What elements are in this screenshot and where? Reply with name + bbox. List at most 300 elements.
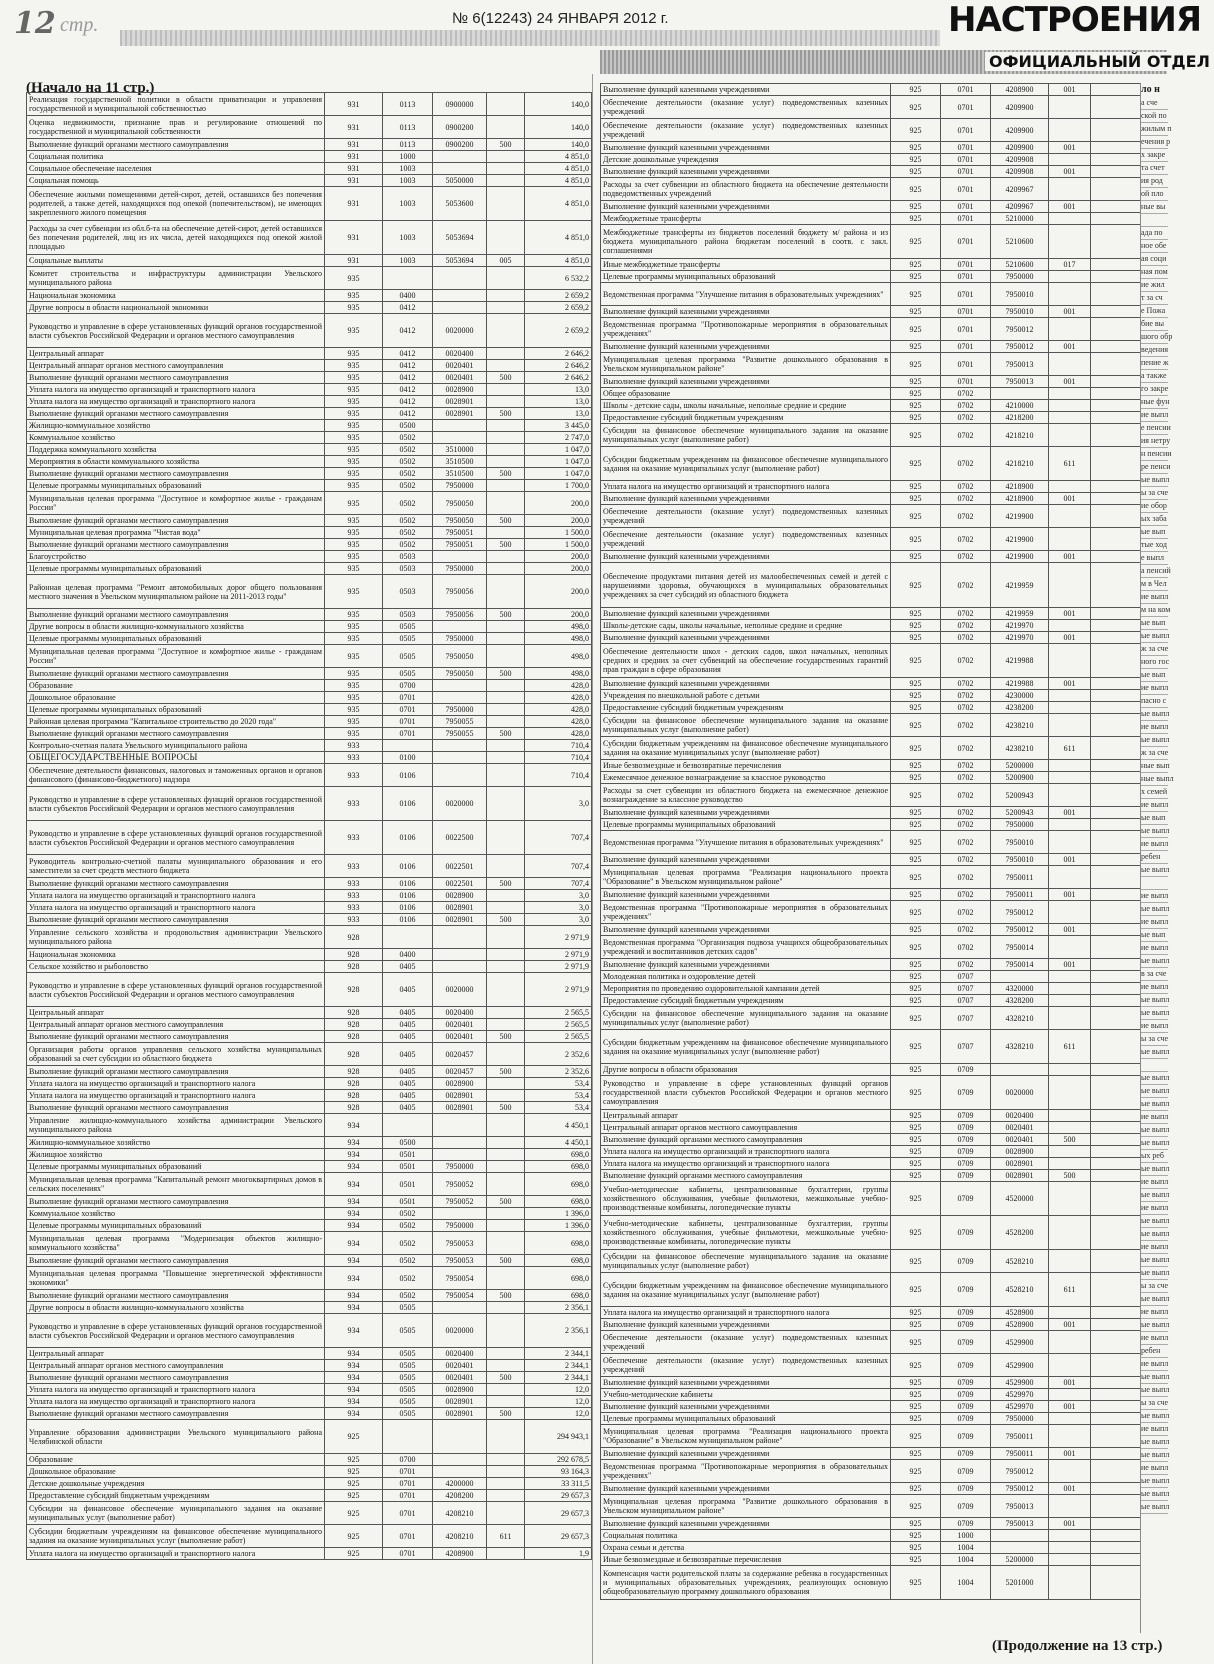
table-row xyxy=(27,787,592,821)
row-vr xyxy=(1049,1566,1091,1600)
row-name: Обеспечение деятельности (оказание услуг) подведомственных казенных учреждений xyxy=(601,96,891,119)
row-name: Целевые программы муниципальных образований xyxy=(27,563,325,575)
row-vr xyxy=(1049,1425,1091,1448)
row-rz: 1004 xyxy=(941,1542,991,1554)
table-row xyxy=(601,528,1141,551)
table-row xyxy=(601,96,1141,119)
row-vr xyxy=(487,1396,525,1408)
row-vr: 001 xyxy=(1049,959,1091,971)
row-amount xyxy=(1091,1307,1141,1319)
row-gr: 925 xyxy=(891,376,941,388)
row-gr: 925 xyxy=(891,1158,941,1170)
row-amount xyxy=(1091,201,1141,213)
row-rz: 0702 xyxy=(941,901,991,924)
table-row xyxy=(27,633,592,645)
row-gr: 925 xyxy=(891,201,941,213)
row-amount xyxy=(1091,1483,1141,1495)
row-gr: 925 xyxy=(891,644,941,678)
row-cs: 0022501 xyxy=(433,878,487,890)
table-row xyxy=(27,1408,592,1420)
row-name: Руководство и управление в сфере установленных функций органов государственной власти субъектов Российской Федерации и органов местного самоуправления xyxy=(601,1076,891,1110)
row-rz: 0502 xyxy=(383,527,433,539)
row-amount xyxy=(1091,388,1141,400)
table-row xyxy=(27,1173,592,1196)
table-row xyxy=(601,1007,1141,1030)
row-name: Центральный аппарат органов местного самоуправления xyxy=(27,360,325,372)
table-row xyxy=(27,432,592,444)
row-rz: 0702 xyxy=(941,632,991,644)
row-cs: 4238200 xyxy=(991,702,1049,714)
row-vr xyxy=(487,1490,525,1502)
row-gr: 925 xyxy=(891,447,941,481)
row-vr xyxy=(487,480,525,492)
row-cs xyxy=(433,302,487,314)
row-amount: 698,0 xyxy=(525,1255,592,1267)
row-amount: 710,4 xyxy=(525,740,592,752)
edge-fragment: ные выпл xyxy=(1141,773,1168,786)
row-cs: 4328210 xyxy=(991,1030,1049,1064)
row-gr: 925 xyxy=(891,341,941,353)
row-amount xyxy=(1091,644,1141,678)
row-vr: 001 xyxy=(1049,201,1091,213)
row-name: Выполнение функций органами местного самоуправления xyxy=(27,878,325,890)
row-gr: 925 xyxy=(891,1076,941,1110)
row-cs: 7950012 xyxy=(991,901,1049,924)
row-gr: 925 xyxy=(891,632,941,644)
row-name: Выполнение функций казенными учреждениями xyxy=(601,1319,891,1331)
row-amount: 428,0 xyxy=(525,692,592,704)
row-rz: 0709 xyxy=(941,1389,991,1401)
row-vr xyxy=(1049,388,1091,400)
row-cs: 0020401 xyxy=(433,360,487,372)
row-amount: 2 971,9 xyxy=(525,926,592,949)
row-vr xyxy=(1049,901,1091,924)
row-vr xyxy=(487,949,525,961)
row-name: Предоставление субсидий бюджетным учреждениям xyxy=(601,995,891,1007)
row-rz: 0700 xyxy=(383,680,433,692)
row-rz: 0709 xyxy=(941,1460,991,1483)
row-gr: 925 xyxy=(891,1146,941,1158)
row-name: Жилищно-коммунальное хозяйство xyxy=(27,420,325,432)
row-vr xyxy=(487,1007,525,1019)
row-name: Выполнение функций казенными учреждениями xyxy=(601,1377,891,1389)
row-vr: 001 xyxy=(1049,493,1091,505)
row-vr xyxy=(1049,1354,1091,1377)
edge-fragment: шого обр xyxy=(1141,331,1168,344)
row-amount: 4 851,0 xyxy=(525,255,592,267)
table-row xyxy=(601,447,1141,481)
edge-fragment: м в Чел xyxy=(1141,578,1168,591)
row-name: Социальная политика xyxy=(601,1530,891,1542)
edge-fragment: е пенсии xyxy=(1141,422,1168,435)
row-amount: 4 851,0 xyxy=(525,175,592,187)
row-cs: 0028901 xyxy=(991,1170,1049,1182)
row-vr xyxy=(1049,702,1091,714)
row-amount: 4 851,0 xyxy=(525,151,592,163)
row-amount xyxy=(1091,318,1141,341)
row-amount: 12,0 xyxy=(525,1396,592,1408)
row-cs: 5053694 xyxy=(433,255,487,267)
row-gr: 934 xyxy=(325,1396,383,1408)
row-rz: 0505 xyxy=(383,1408,433,1420)
row-cs xyxy=(433,692,487,704)
row-cs: 4528900 xyxy=(991,1319,1049,1331)
table-row xyxy=(601,1076,1141,1110)
row-amount xyxy=(1091,1460,1141,1483)
row-vr xyxy=(487,1267,525,1290)
row-vr: 500 xyxy=(487,728,525,740)
row-name: Руководство и управление в сфере установленных функций органов государственной власти субъектов Российской Федерации и органов местного самоуправления xyxy=(27,314,325,348)
table-row xyxy=(601,1413,1141,1425)
table-row xyxy=(27,151,592,163)
row-vr: 500 xyxy=(1049,1134,1091,1146)
row-name: Учебно-методические кабинеты, централизованные бухгалтерии, группы хозяйственного обслуживания, учебные фильмотеки, межшкольные учебно-производственные комбинаты, логопедические пункты xyxy=(601,1182,891,1216)
row-vr xyxy=(1049,784,1091,807)
row-rz: 0709 xyxy=(941,1216,991,1250)
table-row xyxy=(601,1354,1141,1377)
row-rz: 1003 xyxy=(383,163,433,175)
continued-to-note: (Продолжение на 13 стр.) xyxy=(992,1638,1163,1654)
table-row xyxy=(27,163,592,175)
row-name: Выполнение функций казенными учреждениями xyxy=(601,678,891,690)
row-name: Уплата налога на имущество организаций и транспортного налога xyxy=(601,1146,891,1158)
table-row xyxy=(601,225,1141,259)
row-amount: 2 659,2 xyxy=(525,302,592,314)
row-cs: 0028901 xyxy=(433,408,487,420)
row-gr: 925 xyxy=(891,608,941,620)
row-name: Субсидии на финансовое обеспечение муниципального задания на оказание муниципальных услуг (выполнение работ) xyxy=(601,1250,891,1273)
table-row xyxy=(601,505,1141,528)
row-rz: 0501 xyxy=(383,1173,433,1196)
row-name: Уплата налога на имущество организаций и транспортного налога xyxy=(601,1158,891,1170)
table-row xyxy=(601,493,1141,505)
row-name: Центральный аппарат xyxy=(27,1007,325,1019)
row-rz: 0501 xyxy=(383,1161,433,1173)
row-cs: 5201000 xyxy=(991,1566,1049,1600)
row-amount: 698,0 xyxy=(525,1173,592,1196)
row-vr: 500 xyxy=(487,372,525,384)
row-gr: 935 xyxy=(325,515,383,527)
row-rz: 0709 xyxy=(941,1134,991,1146)
row-gr: 925 xyxy=(325,1525,383,1548)
row-name: Поддержка коммунального хозяйства xyxy=(27,444,325,456)
row-name: Охрана семьи и детства xyxy=(601,1542,891,1554)
row-gr: 935 xyxy=(325,609,383,621)
table-row xyxy=(27,1420,592,1454)
table-row xyxy=(27,1161,592,1173)
row-rz: 0702 xyxy=(941,493,991,505)
row-name: Молодежная политика и оздоровление детей xyxy=(601,971,891,983)
row-name: Выполнение функций казенными учреждениями xyxy=(601,807,891,819)
edge-fragment: ж за сче xyxy=(1141,643,1168,656)
row-cs: 0020401 xyxy=(991,1134,1049,1146)
edge-fragment: ребен xyxy=(1141,851,1168,864)
row-vr xyxy=(1049,1122,1091,1134)
row-amount xyxy=(1091,1566,1141,1600)
row-gr: 925 xyxy=(891,1134,941,1146)
row-gr: 925 xyxy=(891,1030,941,1064)
row-vr xyxy=(1049,412,1091,424)
table-row xyxy=(601,1483,1141,1495)
row-cs: 0020457 xyxy=(433,1066,487,1078)
row-rz: 0702 xyxy=(941,819,991,831)
row-amount: 200,0 xyxy=(525,575,592,609)
row-gr: 925 xyxy=(325,1502,383,1525)
row-vr xyxy=(487,1420,525,1454)
row-amount xyxy=(1091,551,1141,563)
table-row xyxy=(601,318,1141,341)
row-amount: 428,0 xyxy=(525,680,592,692)
row-amount xyxy=(1091,714,1141,737)
table-row xyxy=(601,178,1141,201)
row-gr: 925 xyxy=(891,854,941,866)
table-row xyxy=(27,1019,592,1031)
row-cs: 7950010 xyxy=(991,854,1049,866)
row-vr xyxy=(1049,353,1091,376)
row-gr: 925 xyxy=(891,119,941,142)
row-vr xyxy=(1049,213,1091,225)
row-amount: 1 500,0 xyxy=(525,539,592,551)
row-cs: 0028900 xyxy=(991,1146,1049,1158)
edge-fragment: пение ж xyxy=(1141,357,1168,370)
row-amount: 1 396,0 xyxy=(525,1220,592,1232)
row-cs: 4529900 xyxy=(991,1331,1049,1354)
row-gr: 934 xyxy=(325,1290,383,1302)
row-gr: 935 xyxy=(325,480,383,492)
row-vr xyxy=(1049,283,1091,306)
row-cs: 0028900 xyxy=(433,1078,487,1090)
row-rz: 0709 xyxy=(941,1425,991,1448)
row-rz: 0702 xyxy=(941,959,991,971)
row-cs: 0028901 xyxy=(433,1408,487,1420)
edge-fragment: ия род xyxy=(1141,175,1168,188)
row-rz: 0709 xyxy=(941,1413,991,1425)
row-name: Целевые программы муниципальных образований xyxy=(27,1220,325,1232)
row-name: Руководство и управление в сфере установленных функций органов государственной власти субъектов Российской Федерации и органов местного самоуправления xyxy=(27,1314,325,1348)
row-name: Другие вопросы в области жилищно-коммунального хозяйства xyxy=(27,1302,325,1314)
row-vr: 500 xyxy=(487,515,525,527)
row-name: Выполнение функций казенными учреждениями xyxy=(601,632,891,644)
row-gr: 928 xyxy=(325,926,383,949)
row-gr: 925 xyxy=(891,1448,941,1460)
row-vr: 017 xyxy=(1049,259,1091,271)
row-amount: 2 971,9 xyxy=(525,973,592,1007)
row-rz: 0502 xyxy=(383,1220,433,1232)
row-rz xyxy=(383,926,433,949)
row-name: Выполнение функций органами местного самоуправления xyxy=(27,468,325,480)
table-row xyxy=(601,1250,1141,1273)
row-amount xyxy=(1091,1354,1141,1377)
row-amount: 2 646,2 xyxy=(525,348,592,360)
table-row xyxy=(27,1548,592,1560)
row-cs: 7950010 xyxy=(991,283,1049,306)
table-row xyxy=(601,1495,1141,1518)
row-amount xyxy=(1091,119,1141,142)
edge-fragment: ые выпл xyxy=(1141,1124,1168,1137)
row-cs: 4209908 xyxy=(991,154,1049,166)
table-row xyxy=(601,1542,1141,1554)
row-vr xyxy=(1049,971,1091,983)
row-rz: 0702 xyxy=(941,772,991,784)
row-amount: 4 851,0 xyxy=(525,163,592,175)
edge-fragment: ие выпл xyxy=(1141,942,1168,955)
row-amount: 707,4 xyxy=(525,878,592,890)
row-name: Иные безвозмездные и безвозвратные перечисления xyxy=(601,1554,891,1566)
row-cs: 7950000 xyxy=(991,819,1049,831)
row-rz: 0113 xyxy=(383,93,433,116)
row-cs xyxy=(991,1530,1049,1542)
row-name: Социальное обеспечение населения xyxy=(27,163,325,175)
row-gr: 925 xyxy=(891,353,941,376)
row-gr: 934 xyxy=(325,1149,383,1161)
row-gr: 925 xyxy=(891,259,941,271)
table-row xyxy=(27,1031,592,1043)
edge-fragment xyxy=(1141,877,1168,890)
row-cs: 5053600 xyxy=(433,187,487,221)
row-name: Дошкольное образование xyxy=(27,1466,325,1478)
row-amount: 1 047,0 xyxy=(525,444,592,456)
table-row xyxy=(27,420,592,432)
row-name: Выполнение функций органами местного самоуправления xyxy=(27,1066,325,1078)
row-name: Мероприятия по проведению оздоровительной кампании детей xyxy=(601,983,891,995)
row-cs: 0028901 xyxy=(433,1090,487,1102)
table-row xyxy=(27,480,592,492)
edge-fragment: а также xyxy=(1141,370,1168,383)
row-amount: 707,4 xyxy=(525,855,592,878)
row-vr xyxy=(1049,644,1091,678)
row-name: Расходы за счет субвенции из областного бюджета на обеспечение деятельности подведомственных учреждений xyxy=(601,178,891,201)
row-rz xyxy=(383,267,433,290)
edge-fragment: ые выпл xyxy=(1141,994,1168,1007)
row-rz: 0502 xyxy=(383,1290,433,1302)
row-rz: 0400 xyxy=(383,949,433,961)
row-vr xyxy=(487,1502,525,1525)
row-amount: 1 047,0 xyxy=(525,468,592,480)
page-word: стр. xyxy=(60,14,99,36)
table-row xyxy=(27,1066,592,1078)
table-row xyxy=(27,408,592,420)
row-amount: 200,0 xyxy=(525,515,592,527)
table-row xyxy=(601,1030,1141,1064)
table-row xyxy=(601,1530,1141,1542)
row-cs xyxy=(433,621,487,633)
row-rz: 0702 xyxy=(941,608,991,620)
table-row xyxy=(601,1170,1141,1182)
row-gr: 935 xyxy=(325,539,383,551)
table-row xyxy=(27,372,592,384)
row-amount xyxy=(1091,983,1141,995)
edge-fragment: в за сче xyxy=(1141,968,1168,981)
row-cs: 5200943 xyxy=(991,784,1049,807)
table-row xyxy=(601,678,1141,690)
row-amount: 4 851,0 xyxy=(525,221,592,255)
edge-fragment: пасно с xyxy=(1141,695,1168,708)
row-rz: 0701 xyxy=(383,704,433,716)
row-vr xyxy=(1049,936,1091,959)
row-cs: 7950051 xyxy=(433,539,487,551)
row-rz: 0702 xyxy=(941,678,991,690)
row-rz: 0701 xyxy=(941,213,991,225)
row-cs: 4238210 xyxy=(991,737,1049,760)
row-cs: 4218900 xyxy=(991,493,1049,505)
row-rz: 0505 xyxy=(383,1348,433,1360)
row-amount xyxy=(1091,1182,1141,1216)
table-row xyxy=(27,1396,592,1408)
row-name: Целевые программы муниципальных образований xyxy=(27,1161,325,1173)
edge-fragment: ие выпл xyxy=(1141,1111,1168,1124)
row-name: Выполнение функций органами местного самоуправления xyxy=(27,668,325,680)
row-amount xyxy=(1091,1495,1141,1518)
row-cs: 4219970 xyxy=(991,632,1049,644)
row-name: Расходы за счет субвенции из обл.б-та на обеспечение детей-сирот, детей оставшихся без попечения родителей, лиц из их числа, детей находящихся под опекой жилой площадью xyxy=(27,221,325,255)
row-gr: 931 xyxy=(325,163,383,175)
row-amount: 428,0 xyxy=(525,704,592,716)
table-row xyxy=(601,983,1141,995)
row-amount xyxy=(1091,1448,1141,1460)
row-amount xyxy=(1091,1064,1141,1076)
table-row xyxy=(27,187,592,221)
row-amount xyxy=(1091,563,1141,608)
row-vr xyxy=(487,93,525,116)
row-gr: 925 xyxy=(891,388,941,400)
row-rz: 0701 xyxy=(941,318,991,341)
row-vr: 001 xyxy=(1049,1448,1091,1460)
row-cs: 7950053 xyxy=(433,1232,487,1255)
row-rz: 0405 xyxy=(383,1066,433,1078)
row-vr xyxy=(1049,1158,1091,1170)
row-amount: 29 657,3 xyxy=(525,1490,592,1502)
row-rz: 0502 xyxy=(383,432,433,444)
row-amount xyxy=(1091,259,1141,271)
row-rz: 0709 xyxy=(941,1122,991,1134)
row-rz: 0709 xyxy=(941,1331,991,1354)
row-vr: 001 xyxy=(1049,854,1091,866)
row-gr: 935 xyxy=(325,396,383,408)
row-rz: 0701 xyxy=(941,178,991,201)
row-cs: 4328210 xyxy=(991,1007,1049,1030)
row-vr xyxy=(487,348,525,360)
row-vr xyxy=(487,360,525,372)
row-cs: 0020400 xyxy=(433,1007,487,1019)
row-rz: 0702 xyxy=(941,528,991,551)
row-gr: 925 xyxy=(891,620,941,632)
row-cs: 4219959 xyxy=(991,608,1049,620)
row-amount: 29 657,3 xyxy=(525,1502,592,1525)
row-rz: 0412 xyxy=(383,408,433,420)
row-vr: 005 xyxy=(487,255,525,267)
row-amount xyxy=(1091,1122,1141,1134)
row-vr: 001 xyxy=(1049,376,1091,388)
row-gr: 925 xyxy=(891,690,941,702)
row-name: Целевые программы муниципальных образований xyxy=(601,1413,891,1425)
row-amount: 200,0 xyxy=(525,492,592,515)
row-name: Руководство и управление в сфере установленных функций органов государственной власти субъектов Российской Федерации и органов местного самоуправления xyxy=(27,973,325,1007)
table-row xyxy=(27,961,592,973)
column-divider xyxy=(592,74,593,1664)
row-amount: 140,0 xyxy=(525,139,592,151)
row-rz: 0709 xyxy=(941,1483,991,1495)
row-cs: 3510000 xyxy=(433,444,487,456)
row-amount xyxy=(1091,493,1141,505)
table-row xyxy=(601,1182,1141,1216)
table-row xyxy=(601,620,1141,632)
row-gr: 935 xyxy=(325,468,383,480)
table-row xyxy=(601,1319,1141,1331)
edge-fragment: ые выпл xyxy=(1141,1046,1168,1059)
row-rz: 0709 xyxy=(941,1495,991,1518)
table-row xyxy=(27,221,592,255)
row-vr xyxy=(1049,178,1091,201)
